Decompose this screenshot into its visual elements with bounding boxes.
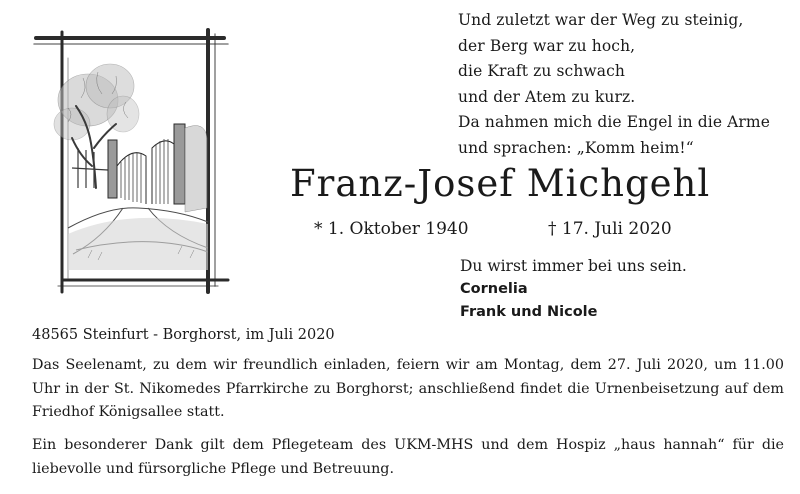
closing-phrase: Du wirst immer bei uns sein. bbox=[460, 257, 687, 275]
poem-line: und sprachen: „Komm heim!“ bbox=[458, 138, 694, 157]
place-date: 48565 Steinfurt - Borghorst, im Juli 2020 bbox=[32, 327, 335, 343]
survivors-block bbox=[460, 254, 780, 324]
garden-gate-tree-sketch-icon bbox=[28, 28, 238, 294]
funeral-notice: Das Seelenamt, zu dem wir freundlich einladen, feiern wir am Montag, dem 27. Juli 2020, um 11.00 Uhr in der St. Nikomedes Pfarrkirche zu Borghorst; anschließend findet die Urnenbeisetzung auf dem Friedhof Königsallee statt. bbox=[32, 357, 784, 420]
birth-date: * 1. Oktober 1940 bbox=[314, 219, 469, 239]
deceased-name: Franz-Josef Michgehl bbox=[290, 162, 711, 205]
poem bbox=[458, 8, 793, 162]
poem-line: der Berg war zu hoch, bbox=[458, 36, 636, 55]
poem-line: Und zuletzt war der Weg zu steinig, bbox=[458, 11, 744, 29]
death-date: † 17. Juli 2020 bbox=[548, 219, 672, 239]
thanks-notice: Ein besonderer Dank gilt dem Pflegeteam des UKM-MHS und dem Hospiz „haus hannah“ für die liebevolle und fürsorgliche Pflege und Betreuung. bbox=[32, 437, 784, 477]
survivor-name: Cornelia bbox=[460, 281, 528, 297]
poem-line: die Kraft zu schwach bbox=[458, 62, 625, 81]
survivor-name: Frank und Nicole bbox=[460, 304, 598, 320]
poem-line: Da nahmen mich die Engel in die Arme bbox=[458, 113, 771, 132]
poem-line: und der Atem zu kurz. bbox=[458, 87, 636, 106]
